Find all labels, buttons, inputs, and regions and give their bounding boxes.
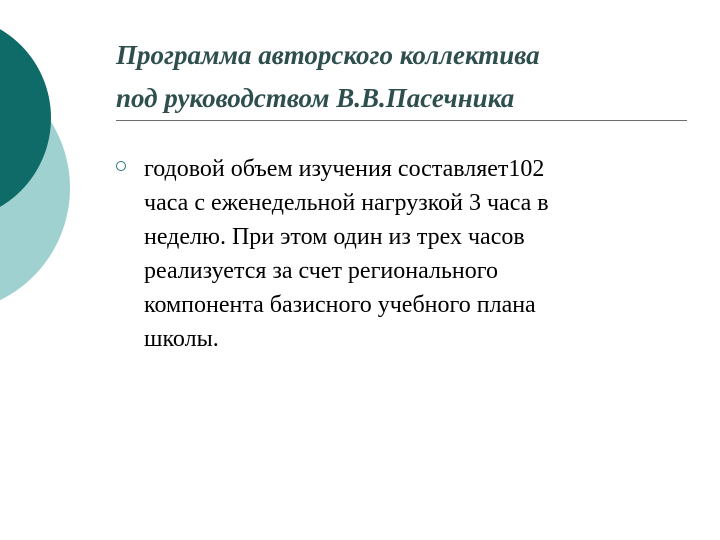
slide-title xyxy=(116,34,696,120)
bullet-line-6: школы. xyxy=(144,326,219,352)
slide-title-line-1: Программа авторского коллектива xyxy=(116,40,540,70)
bullet-line-2: часа с еженедельной нагрузкой 3 часа в xyxy=(144,190,549,216)
decorative-circles xyxy=(0,0,120,320)
title-divider xyxy=(116,120,687,121)
bullet-line-4: реализуется за счет регионального xyxy=(144,258,498,284)
hollow-circle-bullet-icon xyxy=(116,161,126,171)
bullet-line-3: неделю. При этом один из трех часов xyxy=(144,224,525,250)
bullet-text xyxy=(144,152,684,356)
slide-title-line-2: под руководством В.В.Пасечника xyxy=(116,83,515,113)
bullet-line-1: годовой объем изучения составляет102 xyxy=(144,156,545,182)
bullet-line-5: компонента базисного учебного плана xyxy=(144,292,536,318)
